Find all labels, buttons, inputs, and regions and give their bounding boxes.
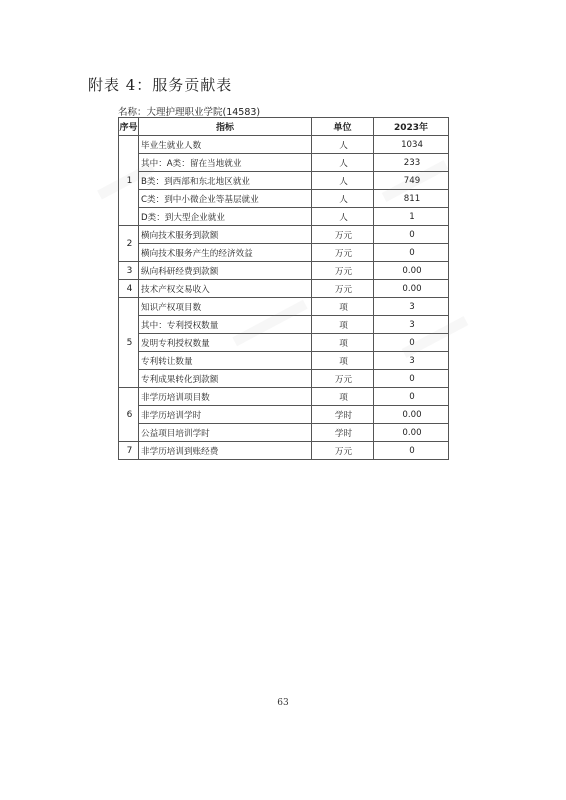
page-title: 附表 4：服务贡献表 xyxy=(88,76,233,94)
indicator-cell: 非学历培训到账经费 xyxy=(139,442,312,460)
table-row xyxy=(119,406,449,424)
indicator-cell: D类：到大型企业就业 xyxy=(139,208,312,226)
seq-cell: 6 xyxy=(119,388,139,442)
table-row xyxy=(119,388,449,406)
value-cell: 0 xyxy=(374,442,449,460)
seq-cell: 5 xyxy=(119,298,139,388)
indicator-cell: 技术产权交易收入 xyxy=(139,280,312,298)
table-row xyxy=(119,424,449,442)
table-row xyxy=(119,280,449,298)
unit-cell: 万元 xyxy=(312,226,374,244)
unit-cell: 学时 xyxy=(312,406,374,424)
header-indicator: 指标 xyxy=(139,118,312,136)
indicator-cell: 其中：专利授权数量 xyxy=(139,316,312,334)
value-cell: 0 xyxy=(374,334,449,352)
indicator-cell: 毕业生就业人数 xyxy=(139,136,312,154)
value-cell: 0 xyxy=(374,370,449,388)
table-row xyxy=(119,136,449,154)
table-row xyxy=(119,208,449,226)
unit-cell: 人 xyxy=(312,190,374,208)
value-cell: 0.00 xyxy=(374,424,449,442)
page-number: 63 xyxy=(277,698,289,708)
header-seq: 序号 xyxy=(119,118,139,136)
indicator-cell: 纵向科研经费到款额 xyxy=(139,262,312,280)
indicator-cell: C类：到中小微企业等基层就业 xyxy=(139,190,312,208)
unit-cell: 学时 xyxy=(312,424,374,442)
seq-cell: 7 xyxy=(119,442,139,460)
value-cell: 1 xyxy=(374,208,449,226)
unit-cell: 万元 xyxy=(312,370,374,388)
table-row xyxy=(119,154,449,172)
unit-cell: 万元 xyxy=(312,280,374,298)
seq-cell: 1 xyxy=(119,136,139,226)
seq-cell: 4 xyxy=(119,280,139,298)
table-header-row xyxy=(119,118,449,136)
table-row xyxy=(119,370,449,388)
header-year: 2023年 xyxy=(374,118,449,136)
table-row xyxy=(119,316,449,334)
value-cell: 1034 xyxy=(374,136,449,154)
institution-name: 名称：大理护理职业学院(14583) xyxy=(118,107,261,118)
indicator-cell: B类：到西部和东北地区就业 xyxy=(139,172,312,190)
value-cell: 0.00 xyxy=(374,262,449,280)
value-cell: 3 xyxy=(374,352,449,370)
unit-cell: 项 xyxy=(312,352,374,370)
value-cell: 811 xyxy=(374,190,449,208)
value-cell: 0 xyxy=(374,244,449,262)
value-cell: 0 xyxy=(374,388,449,406)
header-unit: 单位 xyxy=(312,118,374,136)
unit-cell: 人 xyxy=(312,172,374,190)
unit-cell: 万元 xyxy=(312,262,374,280)
indicator-cell: 横向技术服务产生的经济效益 xyxy=(139,244,312,262)
table-row xyxy=(119,172,449,190)
table-row xyxy=(119,442,449,460)
table-row xyxy=(119,244,449,262)
unit-cell: 人 xyxy=(312,136,374,154)
indicator-cell: 专利转让数量 xyxy=(139,352,312,370)
table-row xyxy=(119,262,449,280)
table-row xyxy=(119,352,449,370)
indicator-cell: 横向技术服务到款额 xyxy=(139,226,312,244)
indicator-cell: 公益项目培训学时 xyxy=(139,424,312,442)
unit-cell: 万元 xyxy=(312,244,374,262)
unit-cell: 项 xyxy=(312,388,374,406)
value-cell: 3 xyxy=(374,298,449,316)
seq-cell: 3 xyxy=(119,262,139,280)
indicator-cell: 发明专利授权数量 xyxy=(139,334,312,352)
indicator-cell: 知识产权项目数 xyxy=(139,298,312,316)
unit-cell: 项 xyxy=(312,316,374,334)
indicator-cell: 非学历培训项目数 xyxy=(139,388,312,406)
value-cell: 0.00 xyxy=(374,280,449,298)
table-row xyxy=(119,334,449,352)
indicator-cell: 专利成果转化到款额 xyxy=(139,370,312,388)
service-contribution-table xyxy=(118,117,449,460)
value-cell: 3 xyxy=(374,316,449,334)
unit-cell: 万元 xyxy=(312,442,374,460)
value-cell: 0 xyxy=(374,226,449,244)
unit-cell: 人 xyxy=(312,208,374,226)
table-row xyxy=(119,190,449,208)
table-row xyxy=(119,226,449,244)
value-cell: 749 xyxy=(374,172,449,190)
value-cell: 233 xyxy=(374,154,449,172)
indicator-cell: 其中：A类：留在当地就业 xyxy=(139,154,312,172)
value-cell: 0.00 xyxy=(374,406,449,424)
unit-cell: 项 xyxy=(312,334,374,352)
unit-cell: 人 xyxy=(312,154,374,172)
indicator-cell: 非学历培训学时 xyxy=(139,406,312,424)
table-row xyxy=(119,298,449,316)
unit-cell: 项 xyxy=(312,298,374,316)
seq-cell: 2 xyxy=(119,226,139,262)
